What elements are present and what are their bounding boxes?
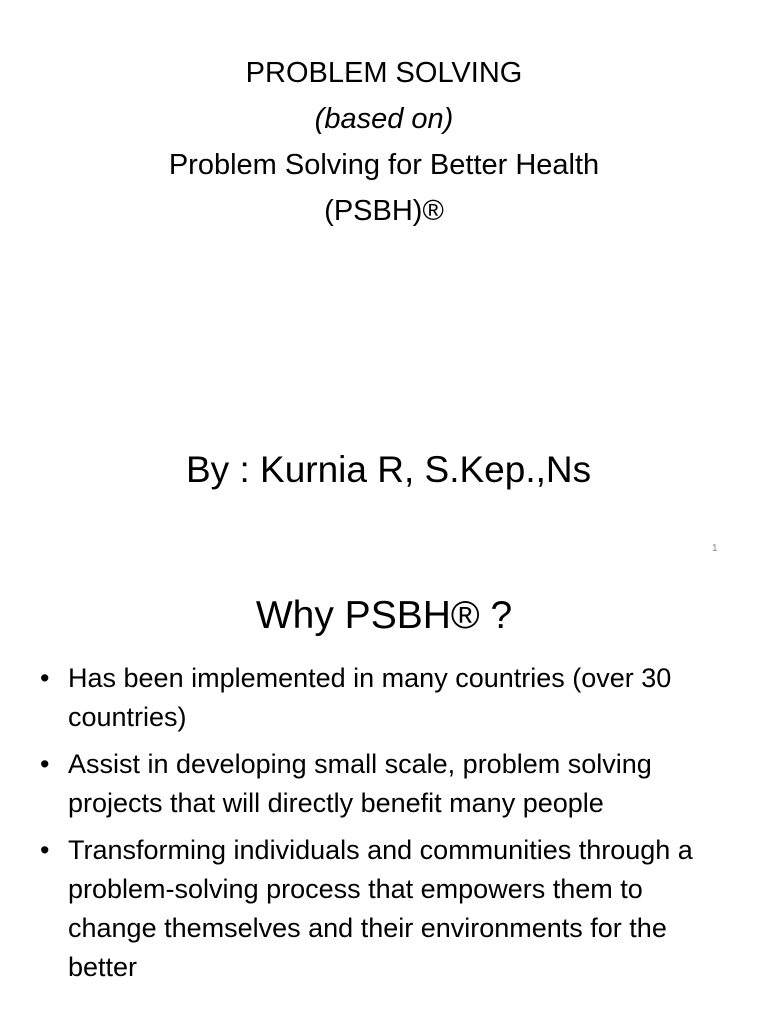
bullet-item-implemented bbox=[38, 659, 738, 737]
slide-2-title: Why PSBH® ? bbox=[255, 594, 513, 637]
bullet-text: Transforming individuals and communities through a problem-solving process that empowers them to change themselves and their environments for the better bbox=[68, 835, 693, 982]
title-line-problem-solving: PROBLEM SOLVING bbox=[245, 57, 523, 89]
bullet-dot-icon: • bbox=[40, 835, 50, 865]
bullet-item-assist bbox=[38, 745, 738, 823]
bullet-text: Has been implemented in many countries (over 30 countries) bbox=[68, 663, 672, 732]
page-number: 1 bbox=[712, 543, 718, 554]
bullet-dot-icon: • bbox=[40, 663, 50, 693]
bullet-dot-icon: • bbox=[40, 749, 50, 779]
bullet-list bbox=[38, 659, 738, 995]
title-line-psbh-abbrev: (PSBH)® bbox=[324, 195, 444, 227]
bullet-item-transforming bbox=[38, 831, 738, 987]
title-line-based-on: (based on) bbox=[314, 103, 454, 135]
title-line-psbh-full: Problem Solving for Better Health bbox=[168, 149, 600, 181]
author-line: By : Kurnia R, S.Kep.,Ns bbox=[186, 449, 592, 490]
bullet-text: Assist in developing small scale, problem solving projects that will directly benefit many people bbox=[68, 749, 652, 818]
slide-1-title bbox=[0, 50, 768, 234]
